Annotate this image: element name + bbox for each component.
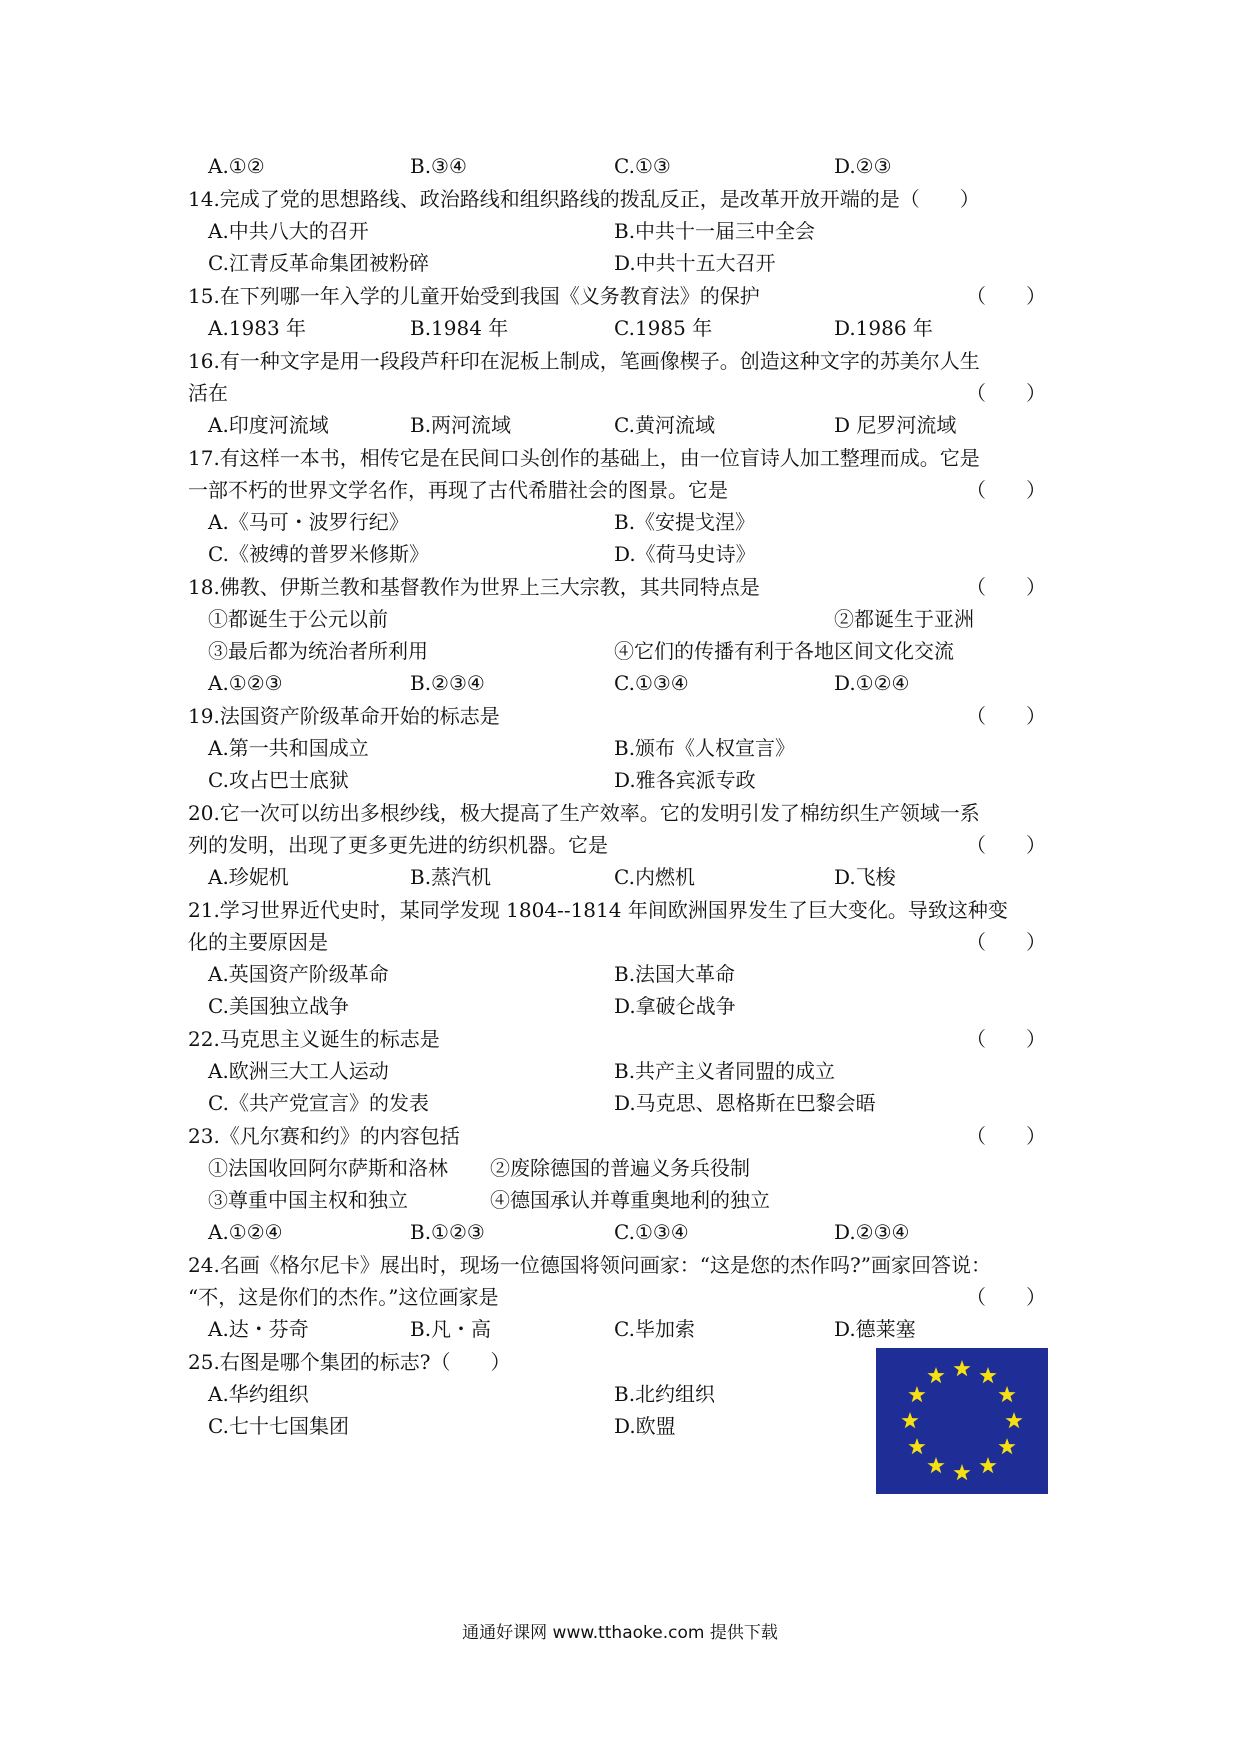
q18-statement-1: ①都诞生于公元以前 bbox=[208, 607, 388, 631]
q22-option-c: C.《共产党宣言》的发表 bbox=[208, 1091, 429, 1115]
footer-source: 通通好课网 www.tthaoke.com 提供下载 bbox=[462, 1623, 778, 1643]
q18-statement-3: ③最后都为统治者所利用 bbox=[208, 639, 428, 663]
q23-statement-3: ③尊重中国主权和独立 bbox=[208, 1188, 408, 1212]
q19-answer-blank: （ ） bbox=[966, 704, 1046, 728]
q20-option-c: C.内燃机 bbox=[614, 865, 695, 889]
q19-option-b: B.颁布《人权宣言》 bbox=[614, 736, 796, 760]
q20-option-b: B.蒸汽机 bbox=[410, 865, 492, 889]
q19-option-a: A.第一共和国成立 bbox=[208, 736, 369, 760]
q20-stem-line1: 20.它一次可以纺出多根纱线，极大提高了生产效率。它的发明引发了棉纺织生产领域一系 bbox=[188, 801, 980, 825]
q20-option-d: D.飞梭 bbox=[834, 865, 896, 889]
q16-option-a: A.印度河流域 bbox=[208, 413, 329, 437]
q17-stem-line1: 17.有这样一本书，相传它是在民间口头创作的基础上，由一位盲诗人加工整理而成。它是 bbox=[188, 446, 980, 470]
q21-stem-line2: 化的主要原因是 bbox=[188, 930, 328, 954]
q13-option-d: D.②③ bbox=[834, 154, 892, 178]
q21-option-b: B.法国大革命 bbox=[614, 962, 736, 986]
q15-stem: 15.在下列哪一年入学的儿童开始受到我国《义务教育法》的保护 bbox=[188, 284, 760, 308]
q25-option-b: B.北约组织 bbox=[614, 1382, 716, 1406]
q15-option-a: A.1983 年 bbox=[208, 316, 307, 340]
q13-option-b: B.③④ bbox=[410, 154, 467, 178]
q17-option-b: B.《安提戈涅》 bbox=[614, 510, 756, 534]
q25-option-c: C.七十七国集团 bbox=[208, 1414, 349, 1438]
q22-stem: 22.马克思主义诞生的标志是 bbox=[188, 1027, 440, 1051]
q18-statement-4: ④它们的传播有利于各地区间文化交流 bbox=[614, 639, 954, 663]
q16-option-c: C.黄河流域 bbox=[614, 413, 715, 437]
q16-answer-blank: （ ） bbox=[966, 381, 1046, 405]
q15-option-b: B.1984 年 bbox=[410, 316, 509, 340]
q13-option-c: C.①③ bbox=[614, 154, 671, 178]
q17-stem-line2: 一部不朽的世界文学名作，再现了古代希腊社会的图景。它是 bbox=[188, 478, 728, 502]
q16-stem-line2: 活在 bbox=[188, 381, 228, 405]
q14-option-a: A.中共八大的召开 bbox=[208, 219, 369, 243]
q14-option-b: B.中共十一届三中全会 bbox=[614, 219, 816, 243]
q24-option-d: D.德莱塞 bbox=[834, 1317, 916, 1341]
eu-flag-icon bbox=[876, 1348, 1048, 1494]
q19-option-d: D.雅各宾派专政 bbox=[614, 768, 756, 792]
q15-option-d: D.1986 年 bbox=[834, 316, 933, 340]
q24-option-a: A.达・芬奇 bbox=[208, 1317, 309, 1341]
q23-option-a: A.①②④ bbox=[208, 1220, 283, 1244]
q21-stem-line1: 21.学习世界近代史时，某同学发现 1804--1814 年间欧洲国界发生了巨大变化。导致这种变 bbox=[188, 898, 1008, 922]
q19-option-c: C.攻占巴士底狱 bbox=[208, 768, 349, 792]
q24-option-b: B.凡・高 bbox=[410, 1317, 492, 1341]
q19-stem: 19.法国资产阶级革命开始的标志是 bbox=[188, 704, 500, 728]
q25-stem: 25.右图是哪个集团的标志?（ ） bbox=[188, 1350, 511, 1374]
q16-option-d: D 尼罗河流域 bbox=[834, 413, 957, 437]
q18-option-d: D.①②④ bbox=[834, 671, 910, 695]
q17-option-d: D.《荷马史诗》 bbox=[614, 542, 756, 566]
q17-option-c: C.《被缚的普罗米修斯》 bbox=[208, 542, 429, 566]
q23-option-b: B.①②③ bbox=[410, 1220, 485, 1244]
q21-option-c: C.美国独立战争 bbox=[208, 994, 349, 1018]
q22-option-d: D.马克思、恩格斯在巴黎会晤 bbox=[614, 1091, 876, 1115]
q23-statement-2: ②废除德国的普遍义务兵役制 bbox=[490, 1156, 750, 1180]
q21-option-d: D.拿破仑战争 bbox=[614, 994, 736, 1018]
q23-stem: 23.《凡尔赛和约》的内容包括 bbox=[188, 1124, 460, 1148]
q22-option-b: B.共产主义者同盟的成立 bbox=[614, 1059, 836, 1083]
q23-statement-1: ①法国收回阿尔萨斯和洛林 bbox=[208, 1156, 448, 1180]
q15-answer-blank: （ ） bbox=[966, 284, 1046, 308]
q22-option-a: A.欧洲三大工人运动 bbox=[208, 1059, 389, 1083]
q18-option-a: A.①②③ bbox=[208, 671, 283, 695]
q15-option-c: C.1985 年 bbox=[614, 316, 713, 340]
q18-statement-2: ②都诞生于亚洲 bbox=[834, 607, 974, 631]
q25-option-d: D.欧盟 bbox=[614, 1414, 676, 1438]
q18-stem: 18.佛教、伊斯兰教和基督教作为世界上三大宗教，其共同特点是 bbox=[188, 575, 760, 599]
q16-option-b: B.两河流域 bbox=[410, 413, 512, 437]
q23-option-d: D.②③④ bbox=[834, 1220, 910, 1244]
q18-option-c: C.①③④ bbox=[614, 671, 689, 695]
q23-statement-4: ④德国承认并尊重奥地利的独立 bbox=[490, 1188, 770, 1212]
q24-option-c: C.毕加索 bbox=[614, 1317, 695, 1341]
q13-option-a: A.①② bbox=[208, 154, 265, 178]
q20-option-a: A.珍妮机 bbox=[208, 865, 289, 889]
q14-stem: 14.完成了党的思想路线、政治路线和组织路线的拨乱反正，是改革开放开端的是（ ） bbox=[188, 187, 980, 211]
q21-answer-blank: （ ） bbox=[966, 930, 1046, 954]
q24-stem-line2: “不，这是你们的杰作。”这位画家是 bbox=[188, 1285, 499, 1309]
q23-answer-blank: （ ） bbox=[966, 1124, 1046, 1148]
q20-answer-blank: （ ） bbox=[966, 833, 1046, 857]
q25-option-a: A.华约组织 bbox=[208, 1382, 309, 1406]
q16-stem-line1: 16.有一种文字是用一段段芦秆印在泥板上制成，笔画像楔子。创造这种文字的苏美尔人生 bbox=[188, 349, 980, 373]
q21-option-a: A.英国资产阶级革命 bbox=[208, 962, 389, 986]
q17-answer-blank: （ ） bbox=[966, 478, 1046, 502]
q17-option-a: A.《马可・波罗行纪》 bbox=[208, 510, 409, 534]
q24-answer-blank: （ ） bbox=[966, 1285, 1046, 1309]
q24-stem-line1: 24.名画《格尔尼卡》展出时，现场一位德国将领问画家：“这是您的杰作吗?”画家回答说： bbox=[188, 1253, 991, 1277]
q20-stem-line2: 列的发明，出现了更多更先进的纺织机器。它是 bbox=[188, 833, 608, 857]
q14-option-c: C.江青反革命集团被粉碎 bbox=[208, 251, 429, 275]
q18-answer-blank: （ ） bbox=[966, 575, 1046, 599]
q18-option-b: B.②③④ bbox=[410, 671, 485, 695]
q23-option-c: C.①③④ bbox=[614, 1220, 689, 1244]
q22-answer-blank: （ ） bbox=[966, 1027, 1046, 1051]
q14-option-d: D.中共十五大召开 bbox=[614, 251, 776, 275]
